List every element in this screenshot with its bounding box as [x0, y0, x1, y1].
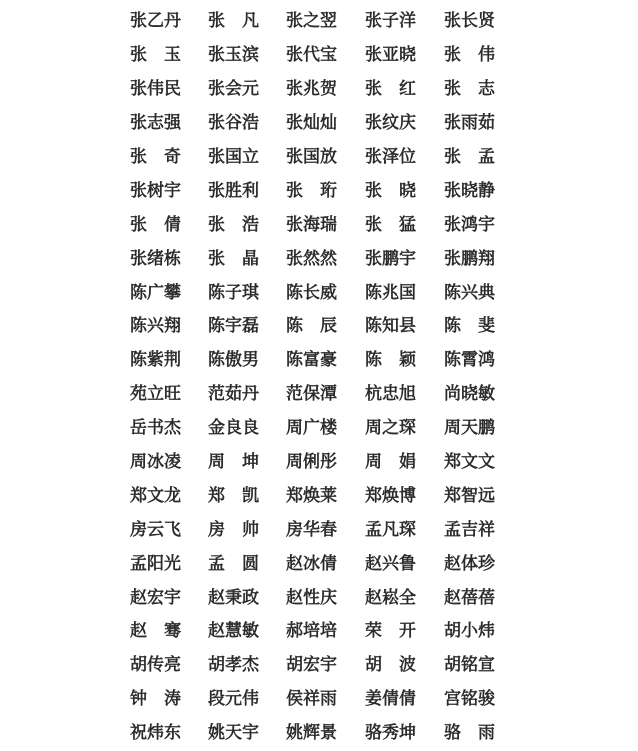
name-entry: 周 坤	[208, 452, 259, 473]
name-entry: 张 红	[365, 79, 416, 100]
name-entry: 张 长 贤	[444, 11, 495, 32]
name-entry: 苑 立 旺	[130, 384, 181, 405]
name-entry: 赵 宏 宇	[130, 587, 181, 608]
name-entry: 范 茹 丹	[208, 384, 259, 405]
name-entry: 张 珩	[286, 180, 337, 201]
name-entry: 姚 天 宇	[208, 723, 259, 744]
name-entry: 郑 文 文	[444, 452, 495, 473]
name-entry: 张 然 然	[286, 248, 337, 269]
name-entry: 赵 秉 政	[208, 587, 259, 608]
name-entry: 周 俐 彤	[286, 452, 337, 473]
name-entry: 张 伟 民	[130, 79, 181, 100]
name-entry: 陈 傲 男	[208, 350, 259, 371]
name-entry: 赵 慧 敏	[208, 621, 259, 642]
name-entry: 张 泽 位	[365, 147, 416, 167]
name-entry: 郑 焕 博	[365, 485, 416, 506]
name-entry: 陈 知 县	[365, 316, 416, 337]
name-entry: 胡 波	[365, 655, 416, 676]
name-entry: 陈 颖	[365, 350, 416, 371]
name-entry: 房 华 春	[286, 519, 337, 540]
name-list-grid	[130, 5, 504, 751]
name-entry: 钟 涛	[130, 689, 181, 710]
name-entry: 张 孟	[444, 147, 495, 167]
name-entry: 骆 雨	[444, 723, 495, 744]
name-entry: 陈 广 攀	[130, 282, 181, 303]
name-entry: 张 浩	[208, 214, 259, 235]
name-entry: 赵 骞	[130, 621, 181, 642]
name-entry: 张 凡	[208, 11, 259, 32]
name-entry: 金 良 良	[208, 418, 259, 439]
name-entry: 姜 倩 倩	[365, 689, 416, 710]
name-entry: 陈 宇 磊	[208, 316, 259, 337]
name-entry: 宫 铭 骏	[444, 689, 495, 710]
name-entry: 张 亚 晓	[365, 45, 416, 66]
name-entry: 张 国 立	[208, 147, 259, 167]
name-entry: 赵 蓓 蓓	[444, 587, 495, 608]
name-entry: 张 鹏 翔	[444, 248, 495, 269]
name-entry: 陈 长 威	[286, 282, 337, 303]
name-entry: 骆 秀 坤	[365, 723, 416, 744]
name-entry: 岳 书 杰	[130, 418, 181, 439]
name-entry: 郝 培 培	[286, 621, 337, 642]
name-entry: 范 保 潭	[286, 384, 337, 405]
name-entry: 张 玉 滨	[208, 45, 259, 66]
name-entry: 胡 宏 宇	[286, 655, 337, 676]
name-entry: 郑 凯	[208, 485, 259, 506]
name-entry: 赵 兴 鲁	[365, 553, 416, 574]
name-entry: 陈 富 豪	[286, 350, 337, 371]
name-entry: 姚 辉 景	[286, 723, 337, 744]
name-entry: 周 之 琛	[365, 418, 416, 439]
name-entry: 张 绪 栋	[130, 248, 181, 269]
name-entry: 胡 铭 宣	[444, 655, 495, 676]
name-entry: 张 倩	[130, 214, 181, 235]
name-entry: 张 伟	[444, 45, 495, 66]
name-entry: 胡 孝 杰	[208, 655, 259, 676]
name-entry: 张 鸿 宇	[444, 214, 495, 235]
name-entry: 孟 圆	[208, 553, 259, 574]
name-entry: 陈 斐	[444, 316, 495, 337]
name-entry: 张 胜 利	[208, 180, 259, 201]
name-entry: 陈 兆 国	[365, 282, 416, 303]
name-entry: 张 子 洋	[365, 11, 416, 32]
name-entry: 张 鹏 宇	[365, 248, 416, 269]
name-entry: 赵 冰 倩	[286, 553, 337, 574]
name-entry: 孟 吉 祥	[444, 519, 495, 540]
name-entry: 张 纹 庆	[365, 113, 416, 134]
name-entry: 周 天 鹏	[444, 418, 495, 439]
name-entry: 张 志	[444, 79, 495, 100]
name-entry: 周 娟	[365, 452, 416, 473]
name-entry: 郑 文 龙	[130, 485, 181, 506]
name-entry: 杭 忠 旭	[365, 384, 416, 405]
name-entry: 赵 体 珍	[444, 553, 495, 574]
name-entry: 张 之 翌	[286, 11, 337, 32]
name-entry: 张 晓 静	[444, 180, 495, 201]
name-entry: 张 猛	[365, 214, 416, 235]
name-entry: 张 国 放	[286, 147, 337, 167]
name-entry: 陈 紫 荆	[130, 350, 181, 371]
name-entry: 荣 开	[365, 621, 416, 642]
name-entry: 郑 智 远	[444, 485, 495, 506]
name-entry: 陈 兴 翔	[130, 316, 181, 337]
name-entry: 张 谷 浩	[208, 113, 259, 134]
name-entry: 陈 辰	[286, 316, 337, 337]
name-entry: 张 奇	[130, 147, 181, 167]
name-entry: 陈 兴 典	[444, 282, 495, 303]
name-entry: 孟 凡 琛	[365, 519, 416, 540]
name-entry: 张 雨 茹	[444, 113, 495, 134]
name-entry: 周 广 楼	[286, 418, 337, 439]
name-entry: 胡 小 炜	[444, 621, 495, 642]
name-entry: 张 代 宝	[286, 45, 337, 66]
name-entry: 张 兆 贺	[286, 79, 337, 100]
name-entry: 周 冰 凌	[130, 452, 181, 473]
name-entry: 张 玉	[130, 45, 181, 66]
name-entry: 房 云 飞	[130, 519, 181, 540]
name-entry: 祝 炜 东	[130, 723, 181, 744]
name-entry: 张 晓	[365, 180, 416, 201]
name-entry: 张 志 强	[130, 113, 181, 134]
name-entry: 郑 焕 莱	[286, 485, 337, 506]
name-entry: 尚 晓 敏	[444, 384, 495, 405]
name-entry: 陈 霄 鸿	[444, 350, 495, 371]
name-entry: 孟 阳 光	[130, 553, 181, 574]
name-entry: 赵 性 庆	[286, 587, 337, 608]
name-entry: 张 晶	[208, 248, 259, 269]
name-entry: 陈 子 琪	[208, 282, 259, 303]
name-entry: 侯 祥 雨	[286, 689, 337, 710]
name-entry: 胡 传 亮	[130, 655, 181, 676]
name-entry: 张 乙 丹	[130, 11, 181, 32]
name-entry: 张 会 元	[208, 79, 259, 100]
name-entry: 房 帅	[208, 519, 259, 540]
name-entry: 赵 崧 全	[365, 587, 416, 608]
name-entry: 张 灿 灿	[286, 113, 337, 134]
name-entry: 段 元 伟	[208, 689, 259, 710]
name-entry: 张 树 宇	[130, 180, 181, 201]
name-entry: 张 海 瑞	[286, 214, 337, 235]
